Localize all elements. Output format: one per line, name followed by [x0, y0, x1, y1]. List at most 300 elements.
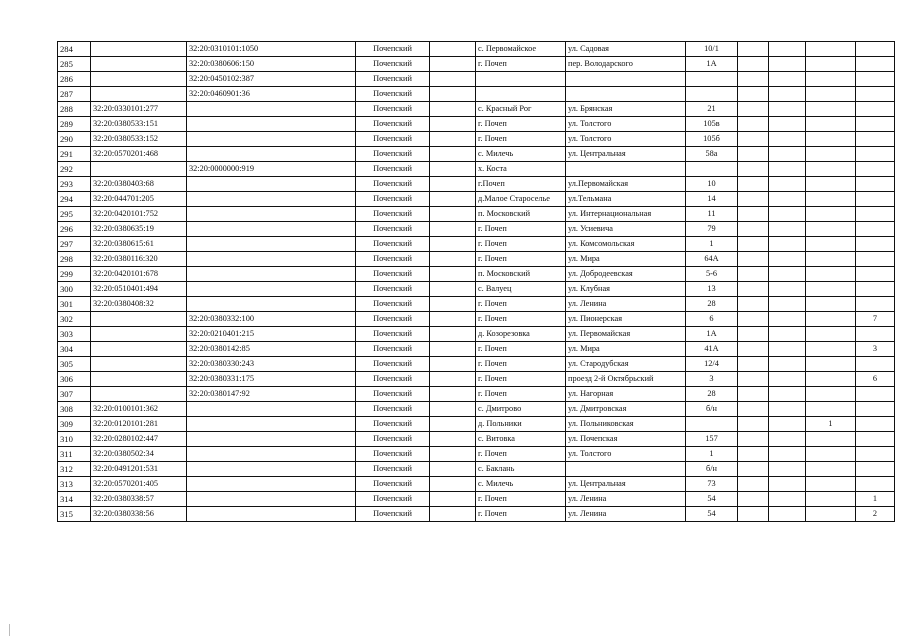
table-row [58, 192, 895, 207]
cadastral-number-alt-cell [187, 192, 356, 207]
blank-cell [738, 102, 769, 117]
value-cell-b [856, 432, 895, 447]
row-number-cell: 301 [58, 297, 91, 312]
value-cell-a [806, 222, 856, 237]
blank-cell [738, 57, 769, 72]
house-number-cell: 13 [686, 282, 738, 297]
row-number-cell: 300 [58, 282, 91, 297]
blank-cell [769, 402, 806, 417]
street-cell: ул. Мира [566, 342, 686, 357]
cadastral-number-cell: 32:20:0570201:468 [91, 147, 187, 162]
cadastral-number-cell: 32:20:0100101:362 [91, 402, 187, 417]
blank-cell [430, 342, 476, 357]
table-row [58, 402, 895, 417]
row-number-cell: 298 [58, 252, 91, 267]
blank-cell [738, 387, 769, 402]
blank-cell [430, 417, 476, 432]
row-number-cell: 314 [58, 492, 91, 507]
settlement-cell: с. Первомайское [476, 42, 566, 57]
cadastral-number-cell: 32:20:0510401:494 [91, 282, 187, 297]
cadastral-number-alt-cell: 32:20:0310101:1050 [187, 42, 356, 57]
blank-cell [738, 477, 769, 492]
row-number-cell: 289 [58, 117, 91, 132]
row-number-cell: 306 [58, 372, 91, 387]
blank-cell [769, 417, 806, 432]
house-number-cell: б/н [686, 402, 738, 417]
house-number-cell [686, 72, 738, 87]
blank-cell [769, 357, 806, 372]
house-number-cell: 157 [686, 432, 738, 447]
value-cell-a [806, 372, 856, 387]
blank-cell [738, 432, 769, 447]
street-cell: ул. Центральная [566, 147, 686, 162]
street-cell: ул. Брянская [566, 102, 686, 117]
value-cell-b [856, 102, 895, 117]
settlement-cell: г. Почеп [476, 297, 566, 312]
cadastral-number-cell: 32:20:0491201:531 [91, 462, 187, 477]
blank-cell [769, 147, 806, 162]
table-row [58, 357, 895, 372]
settlement-cell: г. Почеп [476, 387, 566, 402]
blank-cell [769, 222, 806, 237]
district-cell: Почепский [356, 477, 430, 492]
blank-cell [738, 342, 769, 357]
house-number-cell: 105в [686, 117, 738, 132]
cadastral-number-cell [91, 42, 187, 57]
settlement-cell: г. Почеп [476, 252, 566, 267]
settlement-cell: п. Московский [476, 267, 566, 282]
cadastral-number-cell: 32:20:0380615:61 [91, 237, 187, 252]
row-number-cell: 285 [58, 57, 91, 72]
row-number-cell: 286 [58, 72, 91, 87]
settlement-cell: с. Милечь [476, 147, 566, 162]
row-number-cell: 309 [58, 417, 91, 432]
street-cell: ул. Ленина [566, 492, 686, 507]
blank-cell [738, 492, 769, 507]
house-number-cell: 12/4 [686, 357, 738, 372]
blank-cell [430, 372, 476, 387]
settlement-cell: г. Почеп [476, 57, 566, 72]
row-number-cell: 302 [58, 312, 91, 327]
value-cell-a [806, 162, 856, 177]
value-cell-a [806, 87, 856, 102]
blank-cell [738, 117, 769, 132]
row-number-cell: 293 [58, 177, 91, 192]
house-number-cell: 41А [686, 342, 738, 357]
blank-cell [769, 87, 806, 102]
blank-cell [430, 57, 476, 72]
cadastral-number-cell: 32:20:0380408:32 [91, 297, 187, 312]
cadastral-number-alt-cell [187, 417, 356, 432]
house-number-cell: 1А [686, 57, 738, 72]
house-number-cell: 105б [686, 132, 738, 147]
cadastral-number-cell: 32:20:0380338:57 [91, 492, 187, 507]
blank-cell [769, 477, 806, 492]
value-cell-b [856, 447, 895, 462]
cadastral-number-alt-cell [187, 207, 356, 222]
cadastral-number-cell: 32:20:0120101:281 [91, 417, 187, 432]
table-row [58, 72, 895, 87]
cadastral-number-cell: 32:20:0330101:277 [91, 102, 187, 117]
cadastral-number-alt-cell [187, 507, 356, 522]
settlement-cell: г. Почеп [476, 222, 566, 237]
blank-cell [430, 507, 476, 522]
street-cell: ул. Усиевича [566, 222, 686, 237]
street-cell: ул. Первомайская [566, 327, 686, 342]
settlement-cell: д.Малое Старосельe [476, 192, 566, 207]
value-cell-b [856, 87, 895, 102]
value-cell-b [856, 402, 895, 417]
blank-cell [769, 282, 806, 297]
blank-cell [430, 357, 476, 372]
row-number-cell: 299 [58, 267, 91, 282]
settlement-cell: д. Польники [476, 417, 566, 432]
row-number-cell: 304 [58, 342, 91, 357]
house-number-cell: 10 [686, 177, 738, 192]
blank-cell [738, 237, 769, 252]
settlement-cell: г. Почеп [476, 342, 566, 357]
value-cell-a: 1 [806, 417, 856, 432]
cadastral-number-alt-cell: 32:20:0380331:175 [187, 372, 356, 387]
settlement-cell [476, 72, 566, 87]
district-cell: Почепский [356, 492, 430, 507]
district-cell: Почепский [356, 372, 430, 387]
blank-cell [430, 147, 476, 162]
district-cell: Почепский [356, 432, 430, 447]
blank-cell [769, 432, 806, 447]
blank-cell [769, 462, 806, 477]
street-cell [566, 162, 686, 177]
row-number-cell: 310 [58, 432, 91, 447]
blank-cell [738, 72, 769, 87]
cadastral-number-alt-cell [187, 102, 356, 117]
blank-cell [769, 312, 806, 327]
value-cell-b [856, 132, 895, 147]
settlement-cell: с. Дмитрово [476, 402, 566, 417]
cadastral-number-alt-cell: 32:20:0210401:215 [187, 327, 356, 342]
value-cell-a [806, 117, 856, 132]
value-cell-b: 6 [856, 372, 895, 387]
blank-cell [769, 252, 806, 267]
value-cell-b [856, 297, 895, 312]
blank-cell [769, 102, 806, 117]
value-cell-a [806, 57, 856, 72]
blank-cell [430, 387, 476, 402]
value-cell-a [806, 387, 856, 402]
district-cell: Почепский [356, 462, 430, 477]
row-number-cell: 312 [58, 462, 91, 477]
blank-cell [430, 492, 476, 507]
value-cell-a [806, 507, 856, 522]
settlement-cell: с. Витовка [476, 432, 566, 447]
table-row [58, 297, 895, 312]
blank-cell [769, 267, 806, 282]
house-number-cell: 54 [686, 507, 738, 522]
cadastral-number-cell: 32:20:0380533:152 [91, 132, 187, 147]
row-number-cell: 284 [58, 42, 91, 57]
table-row [58, 42, 895, 57]
district-cell: Почепский [356, 327, 430, 342]
cadastral-number-cell: 32:20:0380533:151 [91, 117, 187, 132]
blank-cell [738, 222, 769, 237]
value-cell-a [806, 42, 856, 57]
settlement-cell: г. Почеп [476, 372, 566, 387]
blank-cell [769, 492, 806, 507]
house-number-cell: 14 [686, 192, 738, 207]
district-cell: Почепский [356, 252, 430, 267]
cadastral-number-cell: 32:20:0280102:447 [91, 432, 187, 447]
blank-cell [738, 147, 769, 162]
cadastral-number-alt-cell [187, 297, 356, 312]
blank-cell [769, 57, 806, 72]
blank-cell [430, 42, 476, 57]
cadastral-number-alt-cell [187, 117, 356, 132]
row-number-cell: 290 [58, 132, 91, 147]
blank-cell [738, 252, 769, 267]
blank-cell [769, 237, 806, 252]
value-cell-b [856, 417, 895, 432]
settlement-cell [476, 87, 566, 102]
value-cell-b [856, 387, 895, 402]
blank-cell [430, 177, 476, 192]
district-cell: Почепский [356, 357, 430, 372]
row-number-cell: 288 [58, 102, 91, 117]
house-number-cell [686, 162, 738, 177]
cadastral-number-alt-cell: 32:20:0460901:36 [187, 87, 356, 102]
value-cell-b [856, 72, 895, 87]
row-number-cell: 296 [58, 222, 91, 237]
street-cell: ул. Нагорная [566, 387, 686, 402]
settlement-cell: г. Почеп [476, 447, 566, 462]
street-cell [566, 87, 686, 102]
blank-cell [430, 132, 476, 147]
cadastral-number-alt-cell [187, 252, 356, 267]
settlement-cell: х. Коста [476, 162, 566, 177]
registry-table [57, 41, 895, 522]
street-cell: ул. Ленина [566, 507, 686, 522]
value-cell-a [806, 177, 856, 192]
table-row [58, 507, 895, 522]
settlement-cell: г. Почеп [476, 117, 566, 132]
row-number-cell: 292 [58, 162, 91, 177]
cadastral-number-alt-cell [187, 132, 356, 147]
district-cell: Почепский [356, 132, 430, 147]
table-row [58, 492, 895, 507]
district-cell: Почепский [356, 147, 430, 162]
house-number-cell: 10/1 [686, 42, 738, 57]
street-cell: ул. Польниковская [566, 417, 686, 432]
settlement-cell: г. Почеп [476, 237, 566, 252]
settlement-cell: г. Почеп [476, 357, 566, 372]
street-cell: ул. Пионерская [566, 312, 686, 327]
house-number-cell: 1 [686, 447, 738, 462]
blank-cell [769, 507, 806, 522]
cadastral-number-cell: 32:20:0380403:68 [91, 177, 187, 192]
blank-cell [738, 372, 769, 387]
blank-cell [430, 207, 476, 222]
value-cell-b [856, 357, 895, 372]
table-row [58, 222, 895, 237]
district-cell: Почепский [356, 72, 430, 87]
value-cell-a [806, 447, 856, 462]
value-cell-a [806, 312, 856, 327]
blank-cell [738, 267, 769, 282]
blank-cell [430, 477, 476, 492]
blank-cell [430, 447, 476, 462]
table-row [58, 327, 895, 342]
district-cell: Почепский [356, 342, 430, 357]
row-number-cell: 297 [58, 237, 91, 252]
district-cell: Почепский [356, 507, 430, 522]
cadastral-number-alt-cell [187, 477, 356, 492]
value-cell-b [856, 327, 895, 342]
settlement-cell: с. Валуец [476, 282, 566, 297]
district-cell: Почепский [356, 237, 430, 252]
blank-cell [738, 42, 769, 57]
house-number-cell: 73 [686, 477, 738, 492]
value-cell-b [856, 237, 895, 252]
cadastral-number-alt-cell [187, 282, 356, 297]
cadastral-number-cell [91, 312, 187, 327]
blank-cell [769, 42, 806, 57]
district-cell: Почепский [356, 282, 430, 297]
house-number-cell: 58а [686, 147, 738, 162]
blank-cell [430, 297, 476, 312]
street-cell: ул. Стародубская [566, 357, 686, 372]
value-cell-a [806, 252, 856, 267]
cadastral-number-cell [91, 87, 187, 102]
blank-cell [430, 102, 476, 117]
blank-cell [769, 342, 806, 357]
value-cell-a [806, 477, 856, 492]
street-cell: ул. Дмитровская [566, 402, 686, 417]
cadastral-number-alt-cell: 32:20:0380606:150 [187, 57, 356, 72]
settlement-cell: с. Милечь [476, 477, 566, 492]
table-row [58, 462, 895, 477]
value-cell-a [806, 297, 856, 312]
cadastral-number-cell: 32:20:0570201:405 [91, 477, 187, 492]
blank-cell [738, 282, 769, 297]
value-cell-a [806, 132, 856, 147]
blank-cell [738, 447, 769, 462]
cadastral-number-alt-cell [187, 402, 356, 417]
blank-cell [430, 402, 476, 417]
table-row [58, 132, 895, 147]
blank-cell [738, 462, 769, 477]
blank-cell [769, 117, 806, 132]
blank-cell [769, 447, 806, 462]
house-number-cell [686, 87, 738, 102]
street-cell: ул. Клубная [566, 282, 686, 297]
value-cell-b [856, 162, 895, 177]
blank-cell [738, 312, 769, 327]
value-cell-a [806, 267, 856, 282]
street-cell: ул. Центральная [566, 477, 686, 492]
settlement-cell: п. Московский [476, 207, 566, 222]
cadastral-number-cell [91, 387, 187, 402]
blank-cell [769, 192, 806, 207]
district-cell: Почепский [356, 417, 430, 432]
value-cell-b [856, 282, 895, 297]
value-cell-b [856, 477, 895, 492]
row-number-cell: 303 [58, 327, 91, 342]
cadastral-number-alt-cell [187, 492, 356, 507]
cadastral-number-cell [91, 327, 187, 342]
house-number-cell: 11 [686, 207, 738, 222]
value-cell-a [806, 207, 856, 222]
blank-cell [738, 192, 769, 207]
table-row [58, 102, 895, 117]
house-number-cell: 3 [686, 372, 738, 387]
value-cell-a [806, 72, 856, 87]
district-cell: Почепский [356, 387, 430, 402]
table-row [58, 432, 895, 447]
cadastral-number-cell [91, 357, 187, 372]
blank-cell [769, 387, 806, 402]
table-row [58, 267, 895, 282]
table-row [58, 162, 895, 177]
value-cell-a [806, 237, 856, 252]
street-cell: ул. Интернациональная [566, 207, 686, 222]
cadastral-number-alt-cell [187, 462, 356, 477]
blank-cell [430, 192, 476, 207]
table-row [58, 342, 895, 357]
value-cell-b [856, 222, 895, 237]
district-cell: Почепский [356, 102, 430, 117]
blank-cell [430, 72, 476, 87]
blank-cell [430, 312, 476, 327]
district-cell: Почепский [356, 312, 430, 327]
table-row [58, 147, 895, 162]
blank-cell [738, 87, 769, 102]
blank-cell [769, 297, 806, 312]
street-cell: ул. Добродеевская [566, 267, 686, 282]
street-cell: ул. Толстого [566, 447, 686, 462]
cadastral-number-cell [91, 72, 187, 87]
settlement-cell: г. Почеп [476, 492, 566, 507]
row-number-cell: 287 [58, 87, 91, 102]
cadastral-number-alt-cell: 32:20:0450102:387 [187, 72, 356, 87]
page-edge-mark [9, 624, 10, 636]
blank-cell [769, 132, 806, 147]
row-number-cell: 308 [58, 402, 91, 417]
house-number-cell: 64А [686, 252, 738, 267]
house-number-cell: 28 [686, 387, 738, 402]
value-cell-a [806, 492, 856, 507]
cadastral-number-cell [91, 372, 187, 387]
row-number-cell: 294 [58, 192, 91, 207]
row-number-cell: 295 [58, 207, 91, 222]
cadastral-number-cell [91, 162, 187, 177]
value-cell-b: 1 [856, 492, 895, 507]
blank-cell [769, 207, 806, 222]
blank-cell [738, 132, 769, 147]
table-row [58, 477, 895, 492]
table-row [58, 312, 895, 327]
blank-cell [430, 117, 476, 132]
value-cell-a [806, 147, 856, 162]
table-row [58, 252, 895, 267]
cadastral-number-alt-cell [187, 447, 356, 462]
settlement-cell: г.Почеп [476, 177, 566, 192]
street-cell: ул. Ленина [566, 297, 686, 312]
blank-cell [430, 87, 476, 102]
blank-cell [430, 462, 476, 477]
value-cell-b: 7 [856, 312, 895, 327]
value-cell-b [856, 252, 895, 267]
district-cell: Почепский [356, 162, 430, 177]
street-cell: пер. Володарского [566, 57, 686, 72]
